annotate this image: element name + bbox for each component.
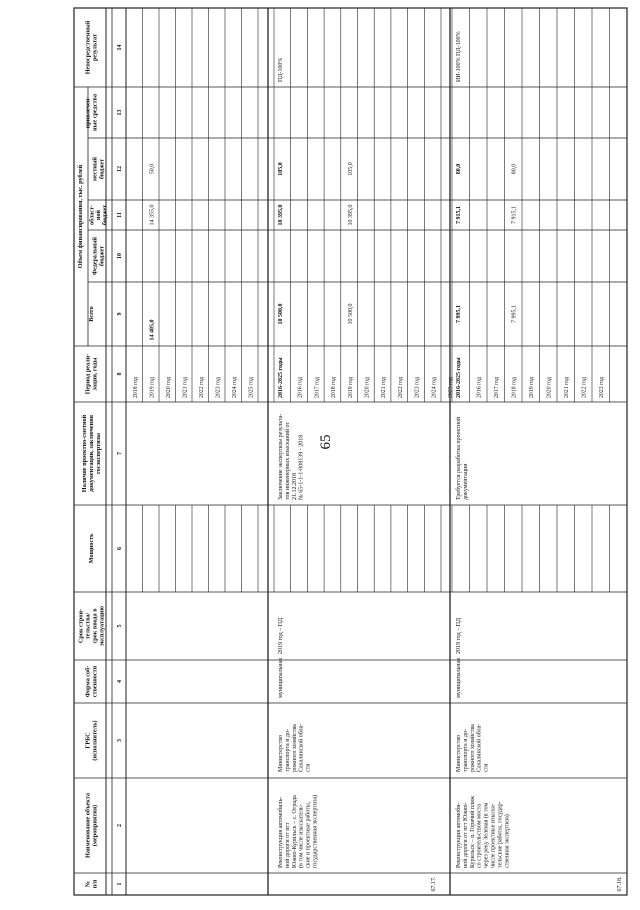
object-name-1: Реконструкция автомоби-ной дороги от пгт Южно-Курильск – п. Горячий пляжсо строительством мостачерез реку Зеленая (в томчисле проектные изыска-тельские работы, государ-ственная экспертиза) — [456, 795, 511, 868]
year-label: 2021 год — [564, 377, 570, 398]
year-label: 2018 год — [331, 377, 338, 398]
col-number: 13 — [117, 109, 123, 116]
col-number: 7 — [117, 452, 123, 455]
row-number-0: 67.17. — [431, 876, 437, 892]
year-total-1: 7 995,1 — [511, 305, 518, 323]
header-c10: Федеральныйбюджет — [92, 237, 106, 275]
year-label: 2016 год — [297, 377, 304, 398]
year-oblast-0: 10 395,0 — [347, 204, 354, 226]
term-1: 2019 год – ПД — [456, 617, 462, 654]
col-number: 6 — [117, 547, 123, 550]
term-0: 2019 год – ПД — [278, 617, 284, 654]
header-c13: привлечен-ные средства — [84, 94, 99, 131]
header-c9: Всего — [88, 306, 95, 322]
col-number: 5 — [117, 624, 123, 628]
page-number: 65 — [318, 434, 334, 450]
header-c6: Мощность — [88, 533, 95, 564]
year-label: 2021 год — [381, 377, 388, 398]
year-label: 2018 год — [511, 377, 518, 398]
year-label: 2023 год — [215, 377, 222, 398]
header-c11: област-нойбюджет — [89, 204, 109, 226]
year-label: 2024 год — [431, 377, 438, 398]
col-number: 4 — [117, 680, 123, 683]
col-number: 12 — [117, 166, 123, 172]
row-number-1: 67.18. — [617, 876, 623, 892]
result-0: ПД-100% — [278, 57, 284, 82]
top-total: 14 405,0 — [149, 319, 156, 341]
header-c3: ГРБС(исполнитель) — [84, 720, 99, 761]
grbs-1: Министерствотранспорта и до-рожного хозяйстваСахалинской обла-сти — [456, 723, 490, 772]
year-label: 2025 год — [448, 377, 454, 398]
year-label: 2017 год — [494, 377, 500, 398]
year-oblast-1: 7 915,1 — [511, 206, 518, 224]
period-0: 2016-2025 годы — [278, 357, 284, 398]
year-local-1: 80,0 — [511, 163, 518, 175]
col-number: 11 — [117, 212, 123, 218]
header-c2: Наименование объекта(мероприятия) — [84, 793, 99, 858]
year-label: 2022 год — [581, 377, 588, 398]
year-label: 2019 год — [149, 377, 156, 398]
year-total-0: 10 500,0 — [347, 303, 354, 325]
year-label: 2020 год — [364, 377, 371, 398]
year-label: 2019 год — [347, 377, 354, 398]
col-number: 3 — [117, 739, 123, 742]
year-label: 2022 год — [199, 377, 205, 398]
header-c12: местныйбюджет — [92, 156, 106, 182]
ownership-1: муниципальная — [456, 658, 462, 698]
header-c8: Период реали-зации, годы — [84, 353, 99, 395]
year-label: 2022 год — [397, 377, 404, 398]
expertise-1: Требуется разработка проектнойдокументации — [456, 416, 469, 500]
grbs-0: Министерствотранспорта и до-рожного хозяйстваСахалинской обла-сти — [278, 723, 312, 772]
header-c1: №п/п — [84, 879, 99, 889]
year-label: 2017 год — [314, 377, 321, 398]
col-number: 14 — [117, 44, 123, 51]
year-local-0: 105,0 — [347, 162, 354, 176]
year-label: 2021 год — [182, 377, 189, 398]
local-1: 80,0 — [456, 163, 462, 175]
header-c14: Непосредственныйрезультат — [84, 20, 99, 75]
year-label: 2019 год — [529, 377, 535, 398]
year-label: 2018 год — [133, 377, 139, 398]
total-1: 7 995,1 — [456, 305, 462, 323]
local-0: 105,0 — [278, 162, 284, 176]
year-label: 2023 год — [599, 377, 605, 398]
expertise-0: Заключение экспертизы результа-тов инженерных изысканий от21.12.2018№ 65-1-1-1-008139 - 2018 — [278, 413, 305, 500]
table-border — [74, 8, 627, 895]
oblast-0: 10 395,0 — [278, 204, 284, 226]
ownership-0: муниципальная — [278, 658, 284, 698]
header-c4: Форма соб-ственности — [84, 665, 99, 698]
period-1: 2016-2025 годы — [456, 357, 462, 398]
col-number: 10 — [117, 253, 123, 259]
col-number: 8 — [117, 372, 123, 376]
year-label: 2020 год — [546, 377, 553, 398]
year-label: 2025 год — [248, 377, 255, 398]
col-number: 2 — [117, 824, 123, 827]
year-label: 2023 год — [414, 377, 421, 398]
year-label: 2024 год — [232, 377, 238, 398]
object-name-0: Реконструкция автомобиль-ной дороги от пгтЮжно-Курильск – с. Отрада(в том числе изыскатель-ские и проектные работы,государственная экспертиза) — [278, 794, 319, 868]
result-1: ИИ-100% ПД-100% — [456, 31, 462, 82]
header-c5: Срок строи-тельства/срок ввода вэксплуатацию — [77, 606, 106, 646]
top-local: 50,0 — [149, 163, 156, 175]
year-label: 2016 год — [476, 377, 483, 398]
col-number: 9 — [117, 312, 123, 316]
top-oblast: 14 355,0 — [149, 204, 156, 226]
header-funding: Объем финансирования, тыс. рублей — [77, 164, 84, 269]
year-label: 2020 год — [166, 377, 172, 398]
col-number: 1 — [117, 882, 123, 886]
header-c7: Наличие проектно-сметнойдокументации, заключениягосэкспертизы — [81, 414, 102, 493]
oblast-1: 7 915,1 — [456, 206, 462, 224]
total-0: 10 500,0 — [278, 303, 284, 325]
